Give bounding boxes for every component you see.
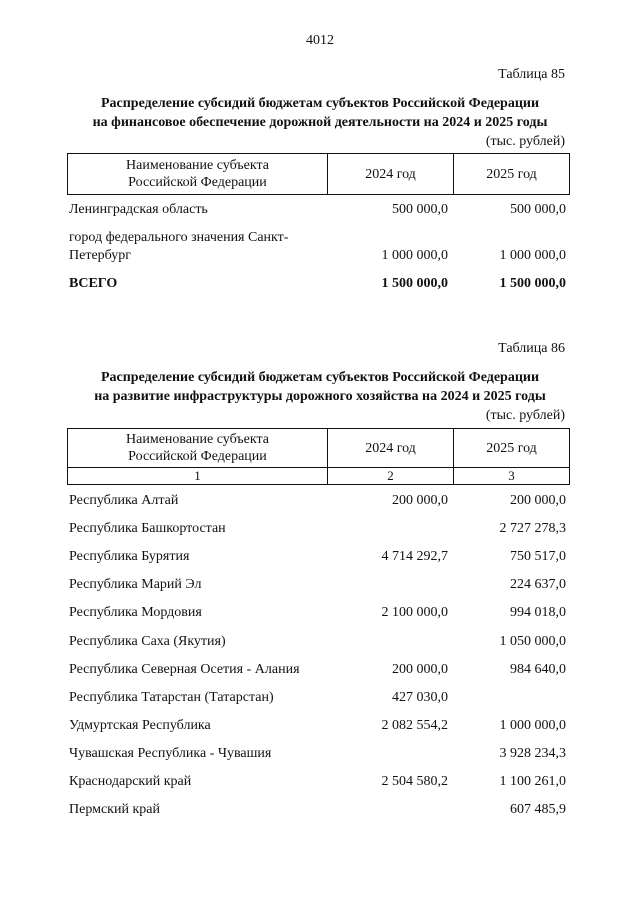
row-value-2025: 2 727 278,3 xyxy=(499,521,566,537)
row-value-2025: 750 517,0 xyxy=(510,549,566,565)
row-name: Пермский край xyxy=(69,802,160,818)
table-row xyxy=(69,548,566,566)
page-number: 4012 xyxy=(306,33,334,48)
row-value-2024: 500 000,0 xyxy=(392,202,448,217)
row-value-2025: 500 000,0 xyxy=(510,202,566,217)
row-value-2024: 200 000,0 xyxy=(392,493,448,508)
row-value-2024: 1 000 000,0 xyxy=(381,248,448,263)
row-name: Удмуртская Республика xyxy=(69,717,211,733)
row-value-2025: 607 485,9 xyxy=(510,802,566,818)
table-86-label: Таблица 86 xyxy=(498,341,565,356)
table-row xyxy=(69,201,566,219)
table-85-title xyxy=(60,94,580,132)
table-85-title-line2: на финансовое обеспечение дорожной деятельности на 2024 и 2025 годы xyxy=(92,115,548,130)
row-name: Республика Саха (Якутия) xyxy=(69,633,226,649)
table-row xyxy=(69,229,566,265)
table-86-title xyxy=(60,368,580,406)
row-value-2025: 984 640,0 xyxy=(510,661,566,677)
table-86-title-line2: на развитие инфраструктуры дорожного хозяйства на 2024 и 2025 годы xyxy=(94,389,546,404)
table-row xyxy=(69,745,566,763)
header-2025: 2025 год xyxy=(486,440,537,456)
row-value-2025: 1 100 261,0 xyxy=(499,774,566,789)
total-value-2025: 1 500 000,0 xyxy=(499,276,566,291)
row-value-2025: 1 050 000,0 xyxy=(499,633,566,649)
table-row xyxy=(69,604,566,622)
column-numbers-row xyxy=(67,468,570,485)
row-value-2024: 2 100 000,0 xyxy=(381,605,448,621)
header-subject-line1: Наименование субъекта xyxy=(126,432,269,447)
table-86-title-line1: Распределение субсидий бюджетам субъектов Российской Федерации xyxy=(100,370,540,385)
column-number-2: 2 xyxy=(328,468,454,484)
table-row xyxy=(69,520,566,538)
row-value-2025: 200 000,0 xyxy=(510,493,566,508)
table-row xyxy=(69,801,566,819)
row-value-2024: 200 000,0 xyxy=(392,661,448,677)
row-name: Республика Татарстан (Татарстан) xyxy=(69,689,274,705)
table-row xyxy=(69,576,566,594)
row-name: Республика Марий Эл xyxy=(69,577,202,593)
column-number-1: 1 xyxy=(68,468,328,484)
table-86-header xyxy=(67,428,570,468)
header-2024: 2024 год xyxy=(328,429,454,467)
row-value-2024: 427 030,0 xyxy=(392,689,448,705)
table-85-label: Таблица 85 xyxy=(498,67,565,82)
table-row xyxy=(69,717,566,735)
row-value-2025: 994 018,0 xyxy=(510,605,566,621)
table-row xyxy=(69,689,566,707)
table-85-units: (тыс. рублей) xyxy=(485,134,565,149)
row-name: Республика Северная Осетия - Алания xyxy=(69,661,300,677)
total-value-2024: 1 500 000,0 xyxy=(381,276,448,291)
row-name: Республика Алтай xyxy=(69,493,179,508)
row-value-2025: 1 000 000,0 xyxy=(499,248,566,263)
row-name: Краснодарский край xyxy=(69,774,192,789)
row-value-2025: 3 928 234,3 xyxy=(499,745,566,761)
row-value-2024: 4 714 292,7 xyxy=(381,549,448,565)
header-subject-line2: Российской Федерации xyxy=(128,175,267,190)
row-name-line1: город федерального значения Санкт- xyxy=(69,230,289,245)
column-number-3: 3 xyxy=(508,468,515,483)
row-value-2025: 224 637,0 xyxy=(510,577,566,593)
header-subject-line1: Наименование субъекта xyxy=(126,158,269,173)
header-2024: 2024 год xyxy=(328,154,454,194)
table-85-header xyxy=(67,153,570,195)
row-value-2024: 2 504 580,2 xyxy=(381,774,448,789)
table-86-units: (тыс. рублей) xyxy=(485,408,565,423)
table-85-title-line1: Распределение субсидий бюджетам субъектов Российской Федерации xyxy=(100,96,540,111)
row-name: Чувашская Республика - Чувашия xyxy=(69,745,272,761)
row-name: Республика Бурятия xyxy=(69,549,190,565)
table-row xyxy=(69,492,566,510)
header-subject xyxy=(68,154,328,194)
table-row xyxy=(69,633,566,651)
table-total-row xyxy=(69,275,566,293)
row-value-2025: 1 000 000,0 xyxy=(499,717,566,733)
table-row xyxy=(69,773,566,791)
header-2025: 2025 год xyxy=(486,166,537,182)
table-row xyxy=(69,661,566,679)
header-subject-line2: Российской Федерации xyxy=(128,449,267,464)
total-label: ВСЕГО xyxy=(69,276,118,291)
row-name: Ленинградская область xyxy=(69,202,208,217)
row-name: Республика Мордовия xyxy=(69,605,202,621)
row-name xyxy=(69,229,319,265)
row-name-line2: Петербург xyxy=(69,248,131,263)
row-value-2024: 2 082 554,2 xyxy=(381,717,448,733)
row-name: Республика Башкортостан xyxy=(69,521,226,537)
header-subject xyxy=(68,429,328,467)
